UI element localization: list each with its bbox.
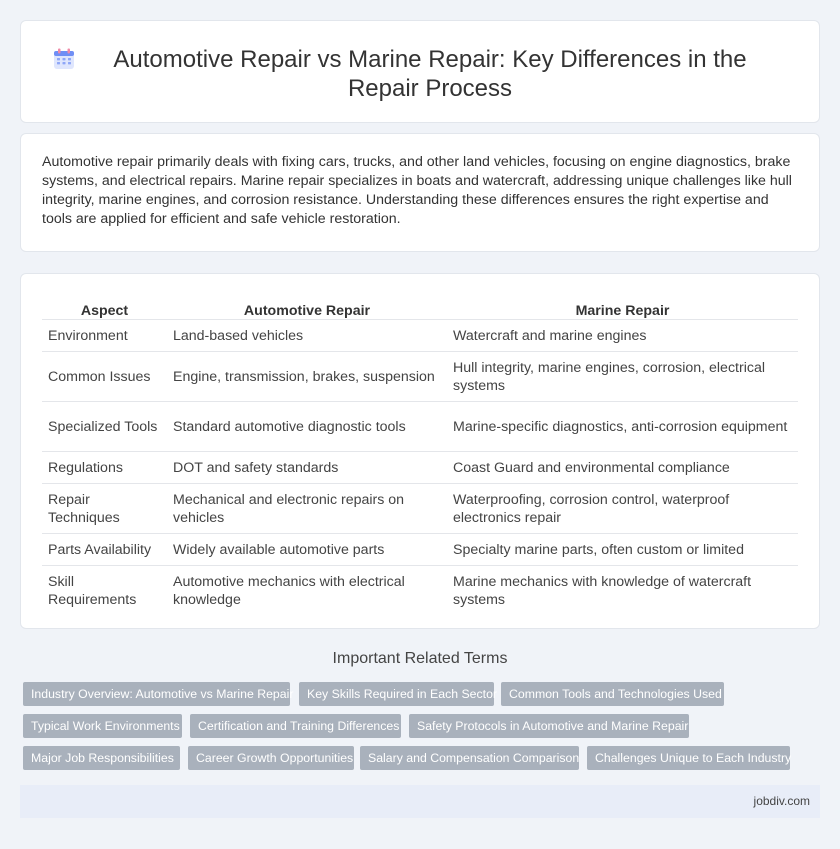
related-term-tag[interactable]: Challenges Unique to Each Industry: [587, 746, 790, 770]
column-header-automotive: Automotive Repair: [243, 303, 371, 319]
table-cell: Engine, transmission, brakes, suspension: [167, 352, 447, 402]
table-row: [42, 566, 798, 616]
table-cell: Watercraft and marine engines: [447, 320, 798, 352]
table-cell: Specialty marine parts, often custom or limited: [447, 534, 798, 566]
table-cell: Regulations: [42, 452, 167, 484]
table-row: [42, 534, 798, 566]
table-cell: Hull integrity, marine engines, corrosion, electrical systems: [447, 352, 798, 402]
related-term-tag[interactable]: Major Job Responsibilities: [23, 746, 180, 770]
table-cell: Environment: [42, 320, 167, 352]
related-term-tag[interactable]: Common Tools and Technologies Used: [501, 682, 724, 706]
table-cell: Automotive mechanics with electrical knowledge: [167, 566, 447, 616]
table-header-row: [42, 297, 798, 320]
table-cell: DOT and safety standards: [167, 452, 447, 484]
table-cell: Repair Techniques: [42, 484, 167, 534]
related-term-tag[interactable]: Typical Work Environments: [23, 714, 182, 738]
related-term-tag[interactable]: Certification and Training Differences: [190, 714, 401, 738]
table-cell: Marine-specific diagnostics, anti-corrosion equipment: [447, 402, 798, 452]
related-term-tag[interactable]: Career Growth Opportunities: [188, 746, 354, 770]
table-cell: Skill Requirements: [42, 566, 167, 616]
column-header-aspect: Aspect: [80, 303, 129, 319]
table-cell: Widely available automotive parts: [167, 534, 447, 566]
table-cell: Marine mechanics with knowledge of watercraft systems: [447, 566, 798, 616]
intro-card: [20, 133, 820, 252]
footer: [20, 785, 820, 818]
table-row: [42, 484, 798, 534]
table-cell: Mechanical and electronic repairs on vehicles: [167, 484, 447, 534]
table-row: [42, 352, 798, 402]
comparison-table: [42, 297, 798, 615]
table-cell: Waterproofing, corrosion control, waterproof electronics repair: [447, 484, 798, 534]
title-card: [20, 20, 820, 123]
related-term-tag[interactable]: Industry Overview: Automotive vs Marine Repair: [23, 682, 290, 706]
related-term-tag[interactable]: Safety Protocols in Automotive and Marine Repair: [409, 714, 689, 738]
related-term-tag[interactable]: Salary and Compensation Comparison: [360, 746, 579, 770]
table-cell: Parts Availability: [42, 534, 167, 566]
page-title: Automotive Repair vs Marine Repair: Key Differences in the Repair Process: [113, 46, 747, 102]
table-cell: Common Issues: [42, 352, 167, 402]
table-cell: Standard automotive diagnostic tools: [167, 402, 447, 452]
footer-site-link[interactable]: jobdiv.com: [753, 794, 810, 808]
column-header-marine: Marine Repair: [575, 303, 670, 319]
table-row: [42, 402, 798, 452]
related-terms-heading: Important Related Terms: [332, 650, 508, 667]
table-cell: Coast Guard and environmental compliance: [447, 452, 798, 484]
table-row: [42, 320, 798, 352]
comparison-card: [20, 273, 820, 629]
table-row: [42, 452, 798, 484]
related-term-tag[interactable]: Key Skills Required in Each Sector: [299, 682, 494, 706]
intro-paragraph: Automotive repair primarily deals with fixing cars, trucks, and other land vehicles, focusing on engine diagnostics, brake systems, and electrical repairs. Marine repair specializes in boats and watercraft, addressing unique challenges like hull integrity, marine engines, and corrosion resistance. Understanding these differences ensures the right expertise and tools are applied for efficient and safe vehicle restoration.: [42, 154, 792, 227]
table-cell: Specialized Tools: [42, 402, 167, 452]
table-cell: Land-based vehicles: [167, 320, 447, 352]
